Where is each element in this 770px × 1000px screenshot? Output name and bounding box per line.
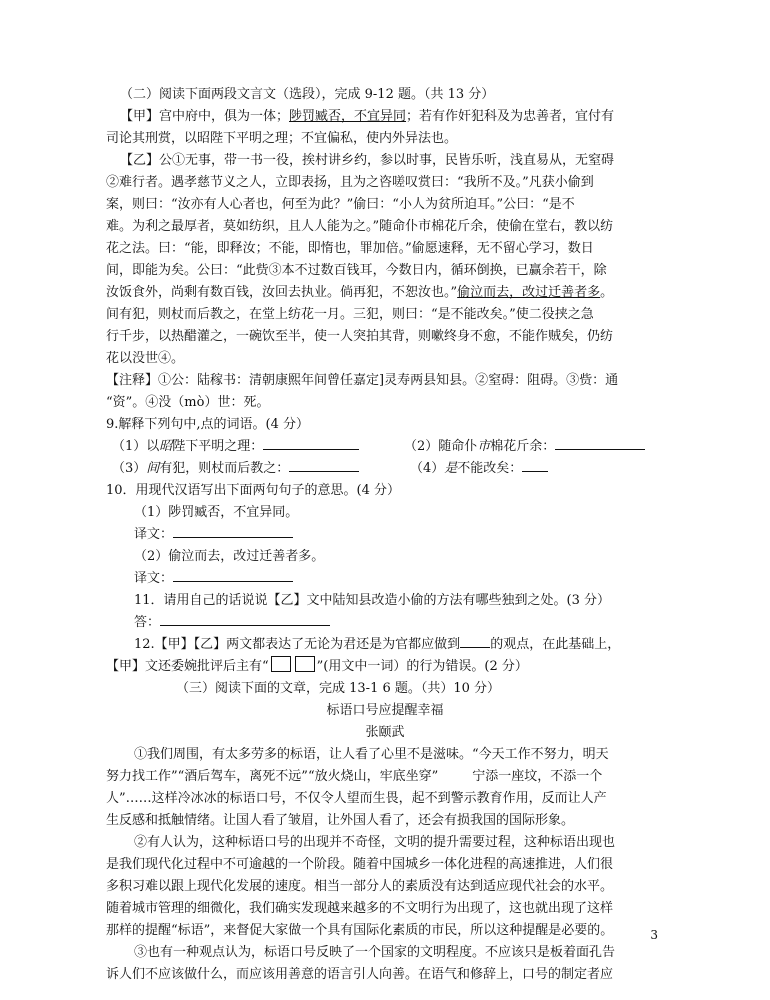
- yi-line-10: 花以没世④。: [106, 351, 185, 366]
- q9-item-3: [112, 458, 359, 480]
- article-p1-line-1: ①我们周围，有太多劳多的标语，让人看了心里不是滋味。“今天工作不努力，明天: [134, 747, 609, 762]
- q10-item-2: （2）偷泣而去，改过迁善者多。: [134, 549, 325, 564]
- section2-heading: （二）阅读下面两段文言文（选段），完成 9-12 题。（共 13 分）: [120, 87, 495, 102]
- q9-text: 陛下平明之理：: [172, 439, 264, 454]
- article-title: 标语口号应提醒幸福: [326, 703, 444, 718]
- question-12-line-1: [134, 634, 620, 656]
- yi-text: 。: [600, 285, 614, 300]
- q9-item-1: [112, 436, 359, 458]
- yi-line-4: 难。为利之最厚者，莫如纺织，且人人能为之。”随命仆市棉花斤余，使偷在堂右，教以纺: [106, 219, 614, 234]
- q10-answer-2: [134, 568, 293, 590]
- translation-label: 译文：: [134, 527, 174, 542]
- q12-text: 的观点，在此基础上，: [490, 637, 621, 652]
- yi-line-9: 行千步，以热醋灌之，一碗饮至半，使一人突拍其背，则嗽终身不愈，不能作贼矣，仍纺: [106, 329, 614, 344]
- section3-heading: （三）阅读下面的文章，完成 13-1 6 题。（共）10 分）: [176, 681, 501, 696]
- q10-answer-1: [134, 524, 293, 546]
- article-p1-line-4: 生反感和抵触情绪。让国人看了皱眉，让外国人看了，还会有损我国的国际形象。: [106, 813, 575, 828]
- answer-box[interactable]: [295, 656, 315, 672]
- jia-text: ；若有作奸犯科及为忠善者，宜付有: [406, 109, 615, 124]
- yi-line-1: 【乙】公①无事，带一书一役，挨村讲乡约，参以时事，民皆乐听，浅直易从，无窒碍: [120, 153, 615, 168]
- question-11: 11．请用自己的话说说【乙】文中陆知县改造小偷的方法有哪些独到之处。(3 分）: [134, 593, 611, 608]
- answer-blank[interactable]: [289, 458, 359, 472]
- article-p1-line-2: [106, 766, 602, 788]
- q9-text: 有犯，则杖而后教之：: [159, 461, 290, 476]
- yi-line-6: 间，即能为矣。公曰：“此赀③本不过数百钱耳，今数日内，循环倒换，已赢余若干，除: [106, 263, 607, 278]
- question-12-line-2: [106, 656, 528, 678]
- answer-label: 答：: [134, 615, 161, 630]
- q9-text: 不能改矣：: [457, 461, 523, 476]
- jia-underlined-sentence: 陟罚臧否，不宜异同: [289, 109, 407, 124]
- article-p2-line-1: ②有人认为，这种标语口号的出现并不奇怪，文明的提升需要过程，这种标语出现也: [134, 835, 616, 850]
- question-9: 9.解释下列句中,点的词语。(4 分）: [106, 417, 310, 432]
- page-number: 3: [650, 928, 658, 942]
- q10-item-1: （1）陟罚臧否，不宜异同。: [134, 505, 299, 520]
- q12-text: ”(用文中一词）的行为错误。(2 分）: [316, 659, 528, 674]
- answer-blank[interactable]: [173, 524, 293, 538]
- yi-line-7: [106, 282, 613, 304]
- yi-line-3: 案，则曰：“汝亦有人心者也，何至为此？”偷曰：“小人为贫所迫耳。”公曰：“是不: [106, 197, 575, 212]
- answer-blank[interactable]: [522, 458, 548, 472]
- yi-underlined-sentence: 偷泣而去，改过迁善者多: [457, 285, 601, 300]
- q9-text: （1）以: [112, 439, 160, 454]
- yi-text: 汝饭食外，尚剩有数百钱，汝回去执业。倘再犯，不恕汝也。”: [106, 285, 458, 300]
- article-p2-line-3: 多积习难以跟上现代化发展的速度。相当一部分人的素质没有达到适应现代社会的水平。: [106, 879, 614, 894]
- q9-text: （4）: [410, 461, 445, 476]
- q9-text: 棉花斤余：: [490, 439, 556, 454]
- q9-keyword: 市: [477, 439, 491, 454]
- translation-label: 译文：: [134, 571, 174, 586]
- q9-keyword: 间: [146, 461, 160, 476]
- q9-item-2: [404, 436, 645, 458]
- article-text: 努力找工作”“酒后驾车，离死不远”“放火烧山，牢底坐穿”: [106, 769, 439, 784]
- q12-text: 【甲】文还委婉批评后主有“: [106, 659, 269, 674]
- article-p2-line-2: 是我们现代化过程中不可逾越的一个阶段。随着中国城乡一体化进程的高速推进，人们很: [106, 857, 614, 872]
- article-text: 宁添一座坟，不添一个: [472, 769, 603, 784]
- article-p1-line-3: 人”……这样冷冰冰的标语口号，不仅令人望而生畏，起不到警示教育作用，反而让人产: [106, 791, 607, 806]
- question-10: 10．用现代汉语写出下面两句句子的意思。(4 分）: [106, 483, 401, 498]
- article-p2-line-4: 随着城市管理的细微化，我们确实发现越来越多的不文明行为出现了，这也就出现了这样: [106, 901, 614, 916]
- answer-blank[interactable]: [263, 436, 359, 450]
- jia-line-2: 司论其刑赏，以昭陛下平明之理；不宜偏私，使内外异法也。: [106, 131, 458, 146]
- q12-text: 12.【甲】【乙】两文都表达了无论为君还是为官都应做到: [134, 637, 461, 652]
- article-p2-line-5: 那样的提醒“标语”，来督促大家做一个具有国际化素质的市民，所以这种提醒是必要的。: [106, 923, 614, 938]
- answer-box[interactable]: [271, 656, 291, 672]
- article-p3-line-2: 诉人们不应该做什么，而应该用善意的语言引人向善。在语气和修辞上，口号的制定者应: [106, 967, 614, 982]
- answer-blank[interactable]: [555, 436, 645, 450]
- article-p3-line-1: ③也有一种观点认为，标语口号反映了一个国家的文明程度。不应该只是板着面孔告: [134, 945, 616, 960]
- q9-item-4: [410, 458, 548, 480]
- annotation-line-1: 【注释】①公：陆稼书：清朝康熙年间曾任嘉定]灵寿两县知县。②窒碍：阻碍。③赀：通: [106, 373, 619, 388]
- yi-line-8: 间有犯，则杖而后教之，在堂上纺花一月。三犯，则曰：“是不能改矣。”使二役挟之急: [106, 307, 594, 322]
- annotation-line-2: “资”。④没（mò）世：死。: [106, 395, 270, 410]
- q9-text: （2）随命仆: [404, 439, 478, 454]
- article-author: 张颐武: [365, 725, 405, 740]
- answer-blank[interactable]: [173, 568, 293, 582]
- answer-blank[interactable]: [460, 634, 490, 648]
- q9-keyword: 是: [444, 461, 458, 476]
- q9-text: （3）: [112, 461, 147, 476]
- q11-answer: [134, 612, 330, 634]
- yi-line-5: 花之法。曰：“能，即释汝；不能，即惰也，罪加倍。”偷愿速释，无不留心学习，数日: [106, 241, 594, 256]
- answer-blank[interactable]: [160, 612, 330, 626]
- q9-keyword: 昭: [159, 439, 173, 454]
- jia-text: 【甲】宫中府中，俱为一体；: [120, 109, 290, 124]
- jia-line-1: [120, 106, 614, 128]
- yi-line-2: ②难行者。遇孝慈节义之人，立即表扬，且为之咨嗟叹赏曰：“我所不及。”凡获小偷到: [106, 175, 594, 190]
